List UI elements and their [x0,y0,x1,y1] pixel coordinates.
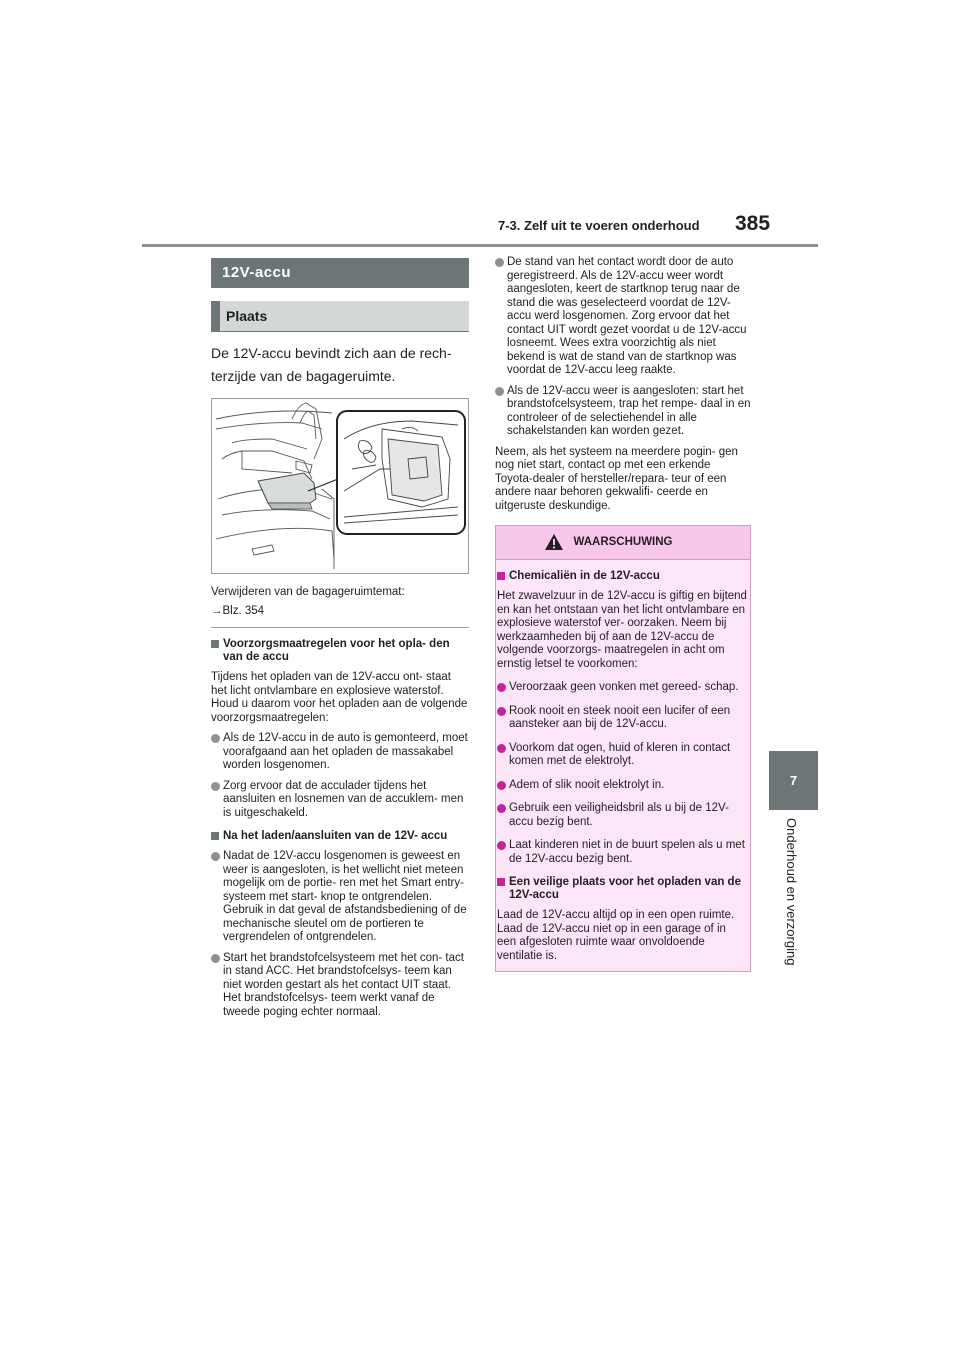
figure-caption: Verwijderen van de bagageruimtemat: [211,586,405,598]
round-bullet-icon [497,683,506,692]
round-bullet-icon [497,804,506,813]
chemicals-text: Het zwavelzuur in de 12V-accu is giftig en bijtend en kan het ontstaan van het licht ontvlambare en explosieve waterstof ver- oorzaken. Neem bij werkzaamheden bij of aan de 12V-accu de volgende voorzorgs- maatregelen in acht om ernstig letsel te voorkomen: [497,590,747,670]
section-divider [211,627,469,628]
square-bullet-icon [497,878,505,886]
list-item: Als de 12V-accu in de auto is gemonteerd, moet voorafgaand aan het opladen de massakabel worden losgenomen. [211,732,469,773]
charging-precautions-heading: Voorzorgsmaatregelen voor het opla- den van de accu [211,638,469,664]
list-item: Adem of slik nooit elektrolyt in. [497,779,748,793]
section-heading: 12V-accu [211,258,469,288]
square-bullet-icon [211,832,219,840]
list-item: Laat kinderen niet in de buurt spelen als u met de 12V-accu bezig bent. [497,839,748,866]
round-bullet-icon [497,707,506,716]
safe-charging-place-heading: Een veilige plaats voor het opladen van de 12V-accu [497,876,748,902]
list-item: Rook nooit en steek nooit een lucifer of een aansteker aan bij de 12V-accu. [497,705,748,732]
round-bullet-icon [211,734,220,743]
after-charging-heading: Na het laden/aansluiten van de 12V- accu [211,830,469,843]
battery-location-illustration [211,398,469,574]
round-bullet-icon [211,852,220,861]
section-title: 7-3. Zelf uit te voeren onderhoud [498,218,700,233]
contact-dealer-text: Neem, als het systeem na meerdere pogin- gen nog niet start, contact op met een erkende Toyota-dealer of hersteller/repara- teur of een andere naar behoren gekwalifi- ceerde en uitgeruste deskundige. [495,445,738,512]
round-bullet-icon [495,258,504,267]
list-item: Veroorzaak geen vonken met gereed- schap. [497,681,748,695]
chapter-tab[interactable]: 7 [769,751,818,810]
round-bullet-icon [211,954,220,963]
list-item: Voorkom dat ogen, huid of kleren in contact komen met de elektrolyt. [497,742,748,769]
page-number: 385 [735,212,771,235]
warning-header [496,526,750,560]
page-reference-link[interactable]: →Blz. 354 [211,605,265,617]
list-item: De stand van het contact wordt door de auto geregistreerd. Als de 12V-accu weer wordt aangesloten, keert de startknop terug naar de stand die was geselecteerd voordat de 12V-accu werd losgenomen. Zorg ervoor dat het contact UIT wordt gezet voordat u de 12V-accu losneemt. Wees extra voorzichtig als niet bekend is wat de stand van de startknop was voordat de 12V-accu leeg raakte. [495,256,751,378]
left-column [211,258,469,1019]
square-bullet-icon [497,572,505,580]
round-bullet-icon [495,387,504,396]
list-item: Gebruik een veiligheidsbril als u bij de 12V-accu bezig bent. [497,802,748,829]
list-item: Nadat de 12V-accu losgenomen is geweest en weer is aangesloten, is het wellicht niet meteen mogelijk om de portie- ren met het Smart entry-systeem met start- knop te ontgrendelen. Gebruik in dat geval de afstandsbediening of de mechanische sleutel om de portieren te vergrendelen of ontgrendelen. [211,850,469,945]
round-bullet-icon [497,744,506,753]
intro-text: De 12V-accu bevindt zich aan de rech- terzijde van de bagageruimte. [211,345,452,384]
round-bullet-icon [211,782,220,791]
right-column [495,256,751,972]
list-item: Zorg ervoor dat de acculader tijdens het aansluiten en losnemen van de accuklem- men is uitgeschakeld. [211,780,469,821]
subsection-heading: Plaats [211,301,469,332]
header-divider [142,244,818,247]
warning-box [495,525,751,972]
list-item: Als de 12V-accu weer is aangesloten: start het brandstofcelsysteem, trap het rempe- daal in en controleer of de selectiehendel in alle schakelstanden kan worden gezet. [495,385,751,439]
square-bullet-icon [211,640,219,648]
warning-title: WAARSCHUWING [573,536,673,548]
list-item: Start het brandstofcelsysteem met het con- tact in stand ACC. Het brandstofcelsys- teem kan niet worden gestart als het contact UIT staat. Het brandstofcelsys- teem werkt vanaf de tweede poging echter normaal. [211,952,469,1020]
round-bullet-icon [497,781,506,790]
charging-precautions-text: Tijdens het opladen van de 12V-accu ont- staat het licht ontvlambare en explosieve waterstof. Houd u daarom voor het opladen aan de volgende voorzorgsmaatregelen: [211,671,468,724]
luggage-compartment-drawing [212,399,468,573]
safe-charging-place-text: Laad de 12V-accu altijd op in een open ruimte. Laad de 12V-accu niet op in een garage of in een afgesloten ruimte waar onvoldoende ventilatie is. [497,909,735,962]
round-bullet-icon [497,841,506,850]
warning-triangle-icon [544,533,564,551]
chemicals-heading: Chemicaliën in de 12V-accu [497,570,748,583]
chapter-label: Onderhoud en verzorging [784,818,799,966]
